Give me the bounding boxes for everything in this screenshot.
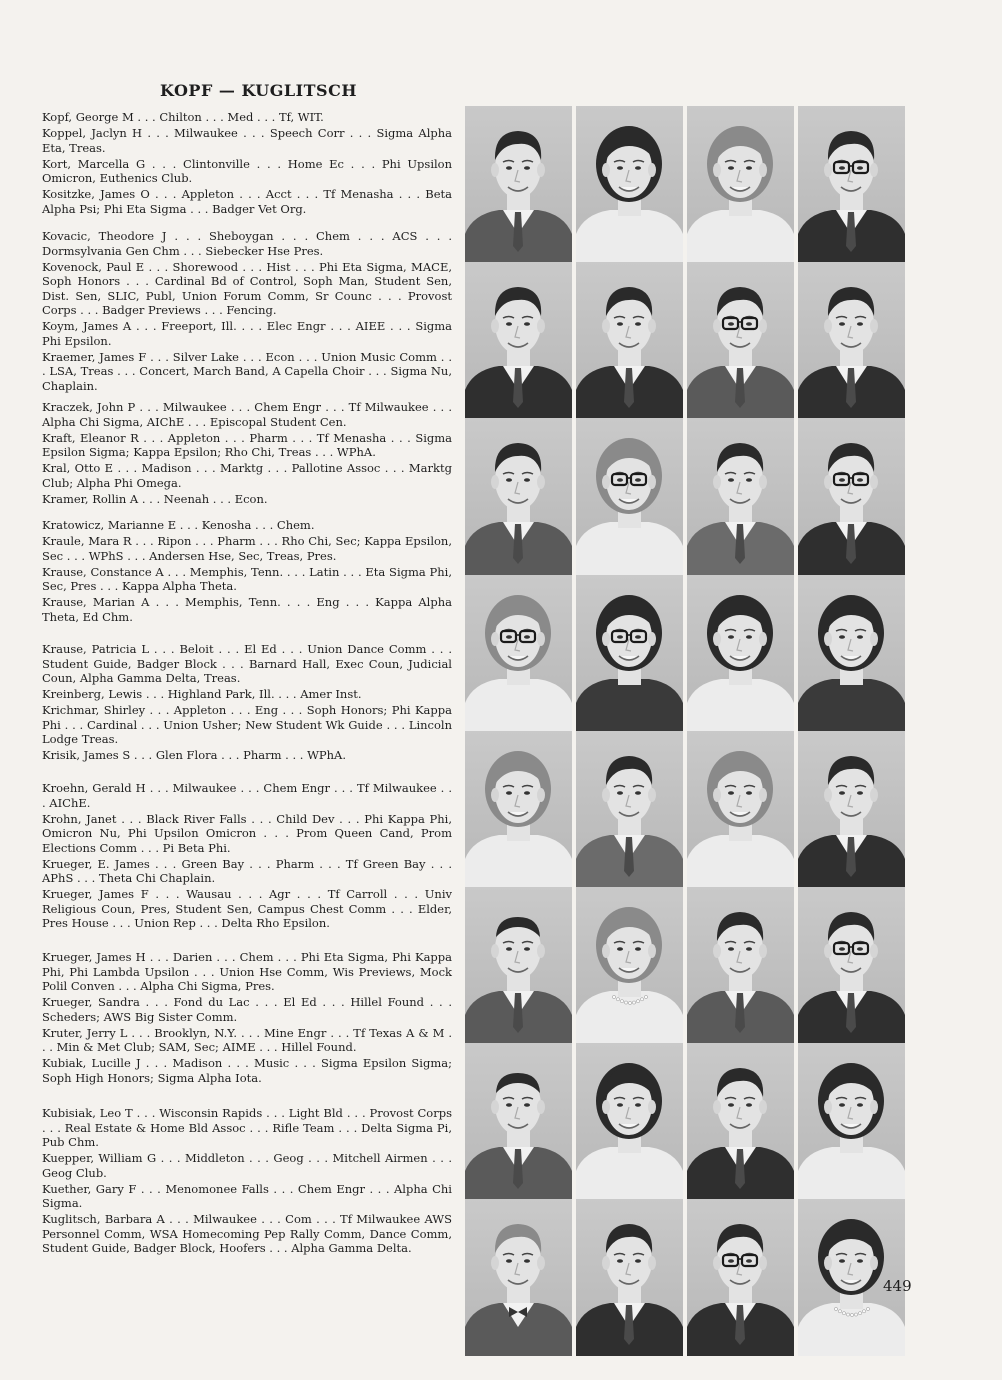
student-entry: Kubiak, Lucille J . . . Madison . . . Music . . . Sigma Epsilon Sigma; Soph High Honors; Sigma Alpha Iota. (42, 1056, 452, 1085)
student-portrait (687, 887, 794, 1044)
entry-group (42, 1106, 452, 1257)
student-entry: Koym, James A . . . Freeport, Ill. . . . Elec Engr . . . AIEE . . . Sigma Phi Epsilon. (42, 319, 452, 348)
entry-group (42, 518, 452, 626)
student-portrait (798, 418, 905, 575)
student-entry: Krueger, James H . . . Darien . . . Chem . . . Phi Eta Sigma, Phi Kappa Phi, Phi Lambda Upsilon . . . Union Hse Comm, Wis Previews, Mock Polil Conven . . . Alpha Chi Sigma, Pres. (42, 950, 452, 993)
page-number: 449 (883, 1277, 912, 1295)
student-entry: Kratowicz, Marianne E . . . Kenosha . . . Chem. (42, 518, 315, 532)
photo-row (465, 418, 909, 575)
entry-group (42, 400, 452, 508)
student-portrait (798, 262, 905, 419)
student-entry: Krichmar, Shirley . . . Appleton . . . Eng . . . Soph Honors; Phi Kappa Phi . . . Cardinal . . . Union Usher; New Student Wk Guide . . . Lincoln Lodge Treas. (42, 703, 452, 746)
student-portrait (576, 731, 683, 888)
photo-row (465, 1199, 909, 1356)
entry-group (42, 110, 452, 218)
photo-row (465, 887, 909, 1044)
photo-row (465, 262, 909, 419)
student-portrait (687, 418, 794, 575)
entry-group (42, 229, 452, 395)
student-portrait (687, 106, 794, 263)
student-entry: Kraemer, James F . . . Silver Lake . . . Econ . . . Union Music Comm . . . LSA, Treas . . . Concert, March Band, A Capella Choir . . . Sigma Nu, Chaplain. (42, 349, 452, 393)
student-portrait (687, 1199, 794, 1356)
student-entry: Krause, Constance A . . . Memphis, Tenn. . . . Latin . . . Eta Sigma Phi, Sec, Pres . . . Kappa Alpha Theta. (42, 564, 452, 593)
student-portrait (465, 575, 572, 732)
student-portrait (576, 106, 683, 263)
student-portrait (576, 418, 683, 575)
student-entry: Kreinberg, Lewis . . . Highland Park, Ill. . . . Amer Inst. (42, 687, 362, 701)
entry-group (42, 642, 452, 764)
student-entry: Krueger, James F . . . Wausau . . . Agr . . . Tf Carroll . . . Univ Religious Coun, Pres, Student Sen, Campus Chest Comm . . . Elder, Pres House . . . Union Rep . . . Delta Rho Epsilon. (42, 887, 452, 930)
student-portrait (576, 575, 683, 732)
student-entry: Krueger, Sandra . . . Fond du Lac . . . El Ed . . . Hillel Found . . . Scheders; AWS Big Sister Comm. (42, 995, 452, 1024)
student-portrait (465, 1199, 572, 1356)
photo-row (465, 106, 909, 263)
student-portrait (465, 731, 572, 888)
page-title: KOPF — KUGLITSCH (160, 81, 357, 100)
student-entry: Kositzke, James O . . . Appleton . . . Acct . . . Tf Menasha . . . Beta Alpha Psi; Phi Eta Sigma . . . Badger Vet Org. (42, 187, 452, 216)
student-entry: Kuether, Gary F . . . Menomonee Falls . . . Chem Engr . . . Alpha Chi Sigma. (42, 1181, 452, 1210)
photo-row (465, 575, 909, 732)
photo-row (465, 731, 909, 888)
student-entry: Krause, Patricia L . . . Beloit . . . El Ed . . . Union Dance Comm . . . Student Guide, Badger Block . . . Barnard Hall, Exec Coun, Judicial Coun, Alpha Gamma Delta, Treas. (42, 642, 452, 685)
student-entry: Kraft, Eleanor R . . . Appleton . . . Pharm . . . Tf Menasha . . . Sigma Epsilon Sigma; Kappa Epsilon; Rho Chi, Treas . . . WPhA. (42, 430, 452, 459)
student-entry: Kuepper, William G . . . Middleton . . . Geog . . . Mitchell Airmen . . . Geog Club. (42, 1151, 452, 1180)
student-entry: Kort, Marcella G . . . Clintonville . . . Home Ec . . . Phi Upsilon Omicron, Euthenics Club. (42, 156, 452, 185)
student-entry: Kramer, Rollin A . . . Neenah . . . Econ. (42, 491, 268, 506)
student-entry: Krause, Marian A . . . Memphis, Tenn. . . . Eng . . . Kappa Alpha Theta, Ed Chm. (42, 595, 452, 624)
student-entry: Kopf, George M . . . Chilton . . . Med . . . Tf, WIT. (42, 110, 324, 124)
student-portrait (687, 731, 794, 888)
student-portrait (465, 887, 572, 1044)
student-entry: Krohn, Janet . . . Black River Falls . . . Child Dev . . . Phi Kappa Phi, Omicron Nu, Phi Upsilon Omicron . . . Prom Queen Cand, Prom Elections Comm . . . Pi Beta Phi. (42, 811, 452, 855)
student-portrait (465, 1043, 572, 1200)
student-portrait (465, 262, 572, 419)
student-portrait (465, 418, 572, 575)
student-entry: Kral, Otto E . . . Madison . . . Marktg . . . Pallotine Assoc . . . Marktg Club; Alpha Phi Omega. (42, 461, 452, 490)
student-portrait (798, 1043, 905, 1200)
student-entry: Kroehn, Gerald H . . . Milwaukee . . . Chem Engr . . . Tf Milwaukee . . . AIChE. (42, 781, 452, 810)
photo-row (465, 1043, 909, 1200)
student-portrait (576, 1199, 683, 1356)
entry-group (42, 781, 452, 932)
student-entry: Kraule, Mara R . . . Ripon . . . Pharm . . . Rho Chi, Sec; Kappa Epsilon, Sec . . . WPhS . . . Andersen Hse, Sec, Treas, Pres. (42, 534, 452, 563)
student-entry: Kubisiak, Leo T . . . Wisconsin Rapids . . . Light Bld . . . Provost Corps . . . Real Estate & Home Bld Assoc . . . Rifle Team . . . Delta Sigma Pi, Pub Chm. (42, 1106, 452, 1149)
student-portrait (687, 262, 794, 419)
student-entry: Kruter, Jerry L . . . Brooklyn, N.Y. . . . Mine Engr . . . Tf Texas A & M . . . Min & Met Club; SAM, Sec; AIME . . . Hillel Found. (42, 1025, 452, 1054)
entry-group (42, 950, 452, 1087)
student-portrait (798, 887, 905, 1044)
student-portrait (576, 887, 683, 1044)
student-portrait (465, 106, 572, 263)
student-entry: Koppel, Jaclyn H . . . Milwaukee . . . Speech Corr . . . Sigma Alpha Eta, Treas. (42, 126, 452, 155)
student-portrait (687, 575, 794, 732)
student-portrait (576, 262, 683, 419)
student-portrait (576, 1043, 683, 1200)
student-portrait (798, 575, 905, 732)
student-entry: Kraczek, John P . . . Milwaukee . . . Chem Engr . . . Tf Milwaukee . . . Alpha Chi Sigma, AIChE . . . Episcopal Student Cen. (42, 400, 452, 429)
student-entry: Kovenock, Paul E . . . Shorewood . . . Hist . . . Phi Eta Sigma, MACE, Soph Honors . . . Cardinal Bd of Control, Soph Man, Student Sen, Dist. Sen, SLIC, Publ, Union Forum Comm, Sr Counc . . . Provost Corps . . . Badger Previews . . . Fencing. (42, 259, 452, 317)
student-portrait (798, 106, 905, 263)
student-entry: Kovacic, Theodore J . . . Sheboygan . . . Chem . . . ACS . . . Dormsylvania Gen Chm . . . Siebecker Hse Pres. (42, 229, 452, 258)
student-entry: Krueger, E. James . . . Green Bay . . . Pharm . . . Tf Green Bay . . . APhS . . . Theta Chi Chaplain. (42, 856, 452, 885)
student-entry: Krisik, James S . . . Glen Flora . . . Pharm . . . WPhA. (42, 748, 346, 762)
student-portrait (687, 1043, 794, 1200)
student-entry: Kuglitsch, Barbara A . . . Milwaukee . . . Com . . . Tf Milwaukee AWS Personnel Comm, WSA Homecoming Pep Rally Comm, Dance Comm, Student Guide, Badger Block, Hoofers . . . Alpha Gamma Delta. (42, 1212, 452, 1255)
student-portrait (798, 731, 905, 888)
